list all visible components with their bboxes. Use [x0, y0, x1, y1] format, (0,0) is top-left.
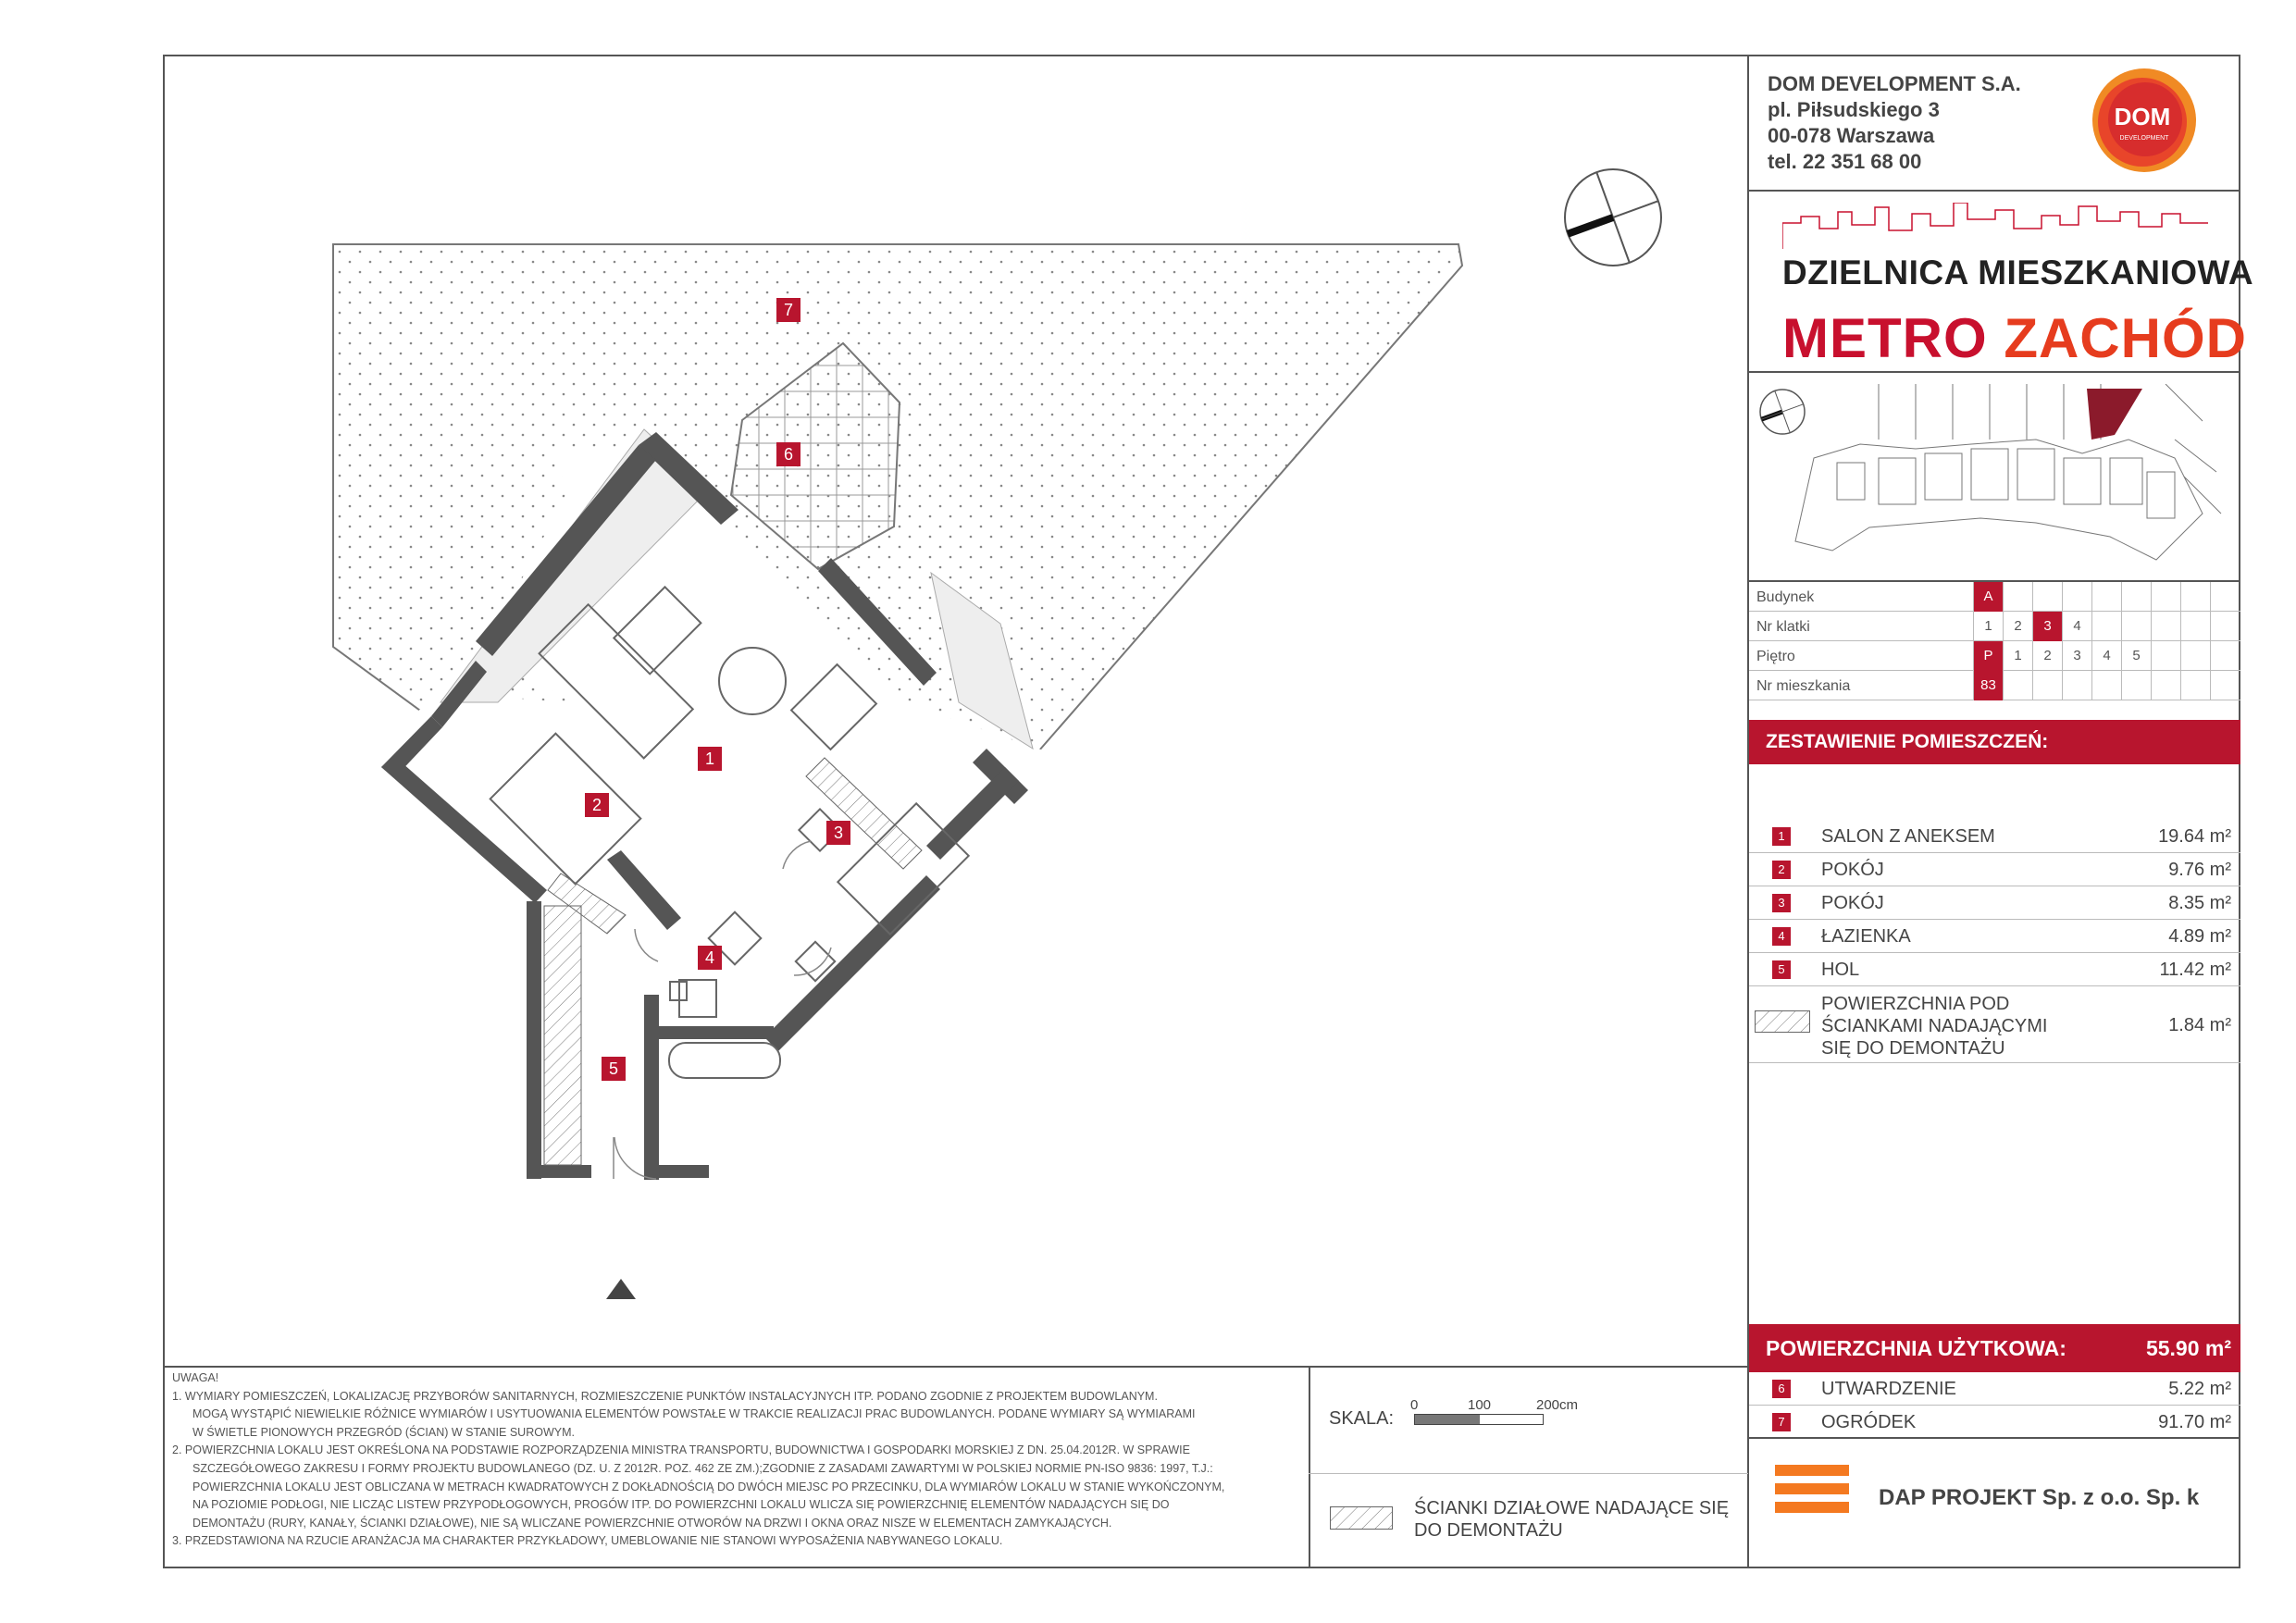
notes-title: UWAGA!: [172, 1371, 219, 1384]
legend-text: ŚCIANKI DZIAŁOWE NADAJĄCE SIĘ DO DEMONTAŻU: [1414, 1498, 1730, 1541]
extra-row-7: 7 OGRÓDEK 91.70 m²: [1749, 1406, 2240, 1439]
room-row-2: 2 POKÓJ 9.76 m²: [1749, 853, 2240, 886]
room-row-1: 1 SALON Z ANEKSEM 19.64 m²: [1749, 820, 2240, 853]
company-phone: tel. 22 351 68 00: [1768, 150, 1922, 173]
plan-label-1: 1: [698, 747, 722, 771]
plan-label-4: 4: [698, 946, 722, 970]
room-row-4: 4 ŁAZIENKA 4.89 m²: [1749, 920, 2240, 953]
site-plan-map: [1758, 384, 2230, 578]
location-row-stairwell: Nr klatki 1 2 3 4: [1749, 612, 2240, 641]
floor-plan: [163, 55, 1747, 1366]
scale-label: SKALA:: [1329, 1408, 1395, 1429]
room-row-3: 3 POKÓJ 8.35 m²: [1749, 886, 2240, 920]
project-title-line2: [1782, 306, 2247, 370]
location-table: [1749, 582, 2240, 700]
project-title-metro: METRO: [1782, 307, 1988, 369]
plan-label-3: 3: [826, 821, 850, 845]
company-name: DOM DEVELOPMENT S.A.: [1768, 72, 2021, 95]
location-row-building: Budynek A: [1749, 582, 2240, 612]
skyline-graphic: [1782, 203, 2208, 249]
location-row-apartment: Nr mieszkania 83: [1749, 671, 2240, 700]
room-row-5: 5 HOL 11.42 m²: [1749, 953, 2240, 986]
notes-scale-divider: [1309, 1368, 1310, 1568]
svg-text:DEVELOPMENT: DEVELOPMENT: [2119, 135, 2169, 142]
scale-bar: 0 100 200cm: [1414, 1397, 1562, 1425]
company-address: [1768, 71, 2021, 175]
extra-row-6: 6 UTWARDZENIE 5.22 m²: [1749, 1372, 2240, 1406]
compass-icon: [1565, 169, 1661, 266]
project-title-zachod: ZACHÓD: [2004, 307, 2247, 369]
designer-block: [1749, 1437, 2240, 1568]
company-city: 00-078 Warszawa: [1768, 124, 1935, 147]
notes: UWAGA! 1. WYMIARY POMIESZCZEŃ, LOKALIZACJĘ PRZYBORÓW SANITARNYCH, ROZMIESZCZENIE PUNKTÓW INSTALACYJNYCH ITP. PODANO ZGODNIE Z PROJEKTEM BUDOWLANYM. MOGĄ WYSTĄPIĆ NIEWIELKIE RÓŻNICE WYMIARÓW I USYTUOWANIA ELEMENTÓW POWSTAŁE W TRAKCIE REALIZACJI PRAC BUDOWLANYCH. PODANE WYMIARY SĄ WYMIARAMI W ŚWIETLE PIONOWYCH PRZEGRÓD (ŚCIAN) W STANIE SUROWYM. 2. POWIERZCHNIA LOKALU JEST OKREŚLONA NA PODSTAWIE ROZPORZĄDZENIA MINISTRA TRANSPORTU, BUDOWNICTWA I GOSPODARKI MORSKIEJ Z DN. 25.04.2012R. W SPRAWIE SZCZEGÓŁOWEGO ZAKRESU I FORMY PROJEKTU BUDOWLANEGO (DZ. U. Z 2012R. POZ. 462 ZE ZM.);ZGODNIE Z ZASADAMI ZAWARTYMI W POLSKIEJ NORMIE PN-ISO 9836: 1997, T.J.: POWIERZCHNIA LOKALU JEST OBLICZANA W METRACH KWADRATOWYCH Z DOKŁADNOŚCIĄ DO DWÓCH MIEJSC PO PRZECINKU, DLA WYMIARÓW LOKALU W STANIE WYKOŃCZONYM, NA POZIOMIE PODŁOGI, NIE LICZĄC LISTEW PRZYPODŁOGOWYCH, PROGÓW ITP. DO POWIERZCHNI LOKALU WLICZA SIĘ POWIERZCHNIĘ ELEMENTÓW NADAJĄCYCH SIĘ DO DEMONTAŻU (RURY, KANAŁY, ŚCIANKI DZIAŁOWE), NIE SĄ WLICZANE POWIERZCHNIE OTWORÓW NA DRZWI I OKNA ORAZ NISZE W ELEMENTACH ZAMYKAJĄCYCH. 3. PRZEDSTAWIONA NA RZUCIE ARANŻACJA MA CHARAKTER PRZYKŁADOWY, UMEBLOWANIE NIE STANOWI WYPOSAŻENIA NABYWANEGO LOKALU.: [172, 1369, 1296, 1551]
project-title-line1: DZIELNICA MIESZKANIOWA: [1782, 254, 2254, 291]
plan-label-6: 6: [776, 442, 800, 466]
location-row-floor: Piętro P 1 2 3 4 5: [1749, 641, 2240, 671]
dap-logo: [1775, 1465, 1849, 1531]
company-street: pl. Piłsudskiego 3: [1768, 98, 1940, 121]
usable-area-bar: POWIERZCHNIA UŻYTKOWA: 55.90 m²: [1749, 1324, 2240, 1372]
rooms-header: ZESTAWIENIE POMIESZCZEŃ:: [1749, 720, 2240, 764]
info-panel: [1749, 55, 2254, 1568]
designer-name: DAP PROJEKT Sp. z o.o. Sp. k: [1879, 1485, 2200, 1510]
entrance-marker: [606, 1279, 636, 1299]
svg-text:DOM: DOM: [2114, 103, 2171, 130]
plan-label-2: 2: [585, 793, 609, 817]
legend-hatch-swatch: [1330, 1506, 1393, 1530]
notes-divider: [163, 1366, 1749, 1368]
demountable-walls-row: POWIERZCHNIA POD ŚCIANKAMI NADAJĄCYMI SIĘ DO DEMONTAŻU 1.84 m²: [1749, 987, 2240, 1063]
plan-label-5: 5: [602, 1057, 626, 1081]
plan-label-7: 7: [776, 298, 800, 322]
dom-development-logo: [2090, 66, 2199, 175]
